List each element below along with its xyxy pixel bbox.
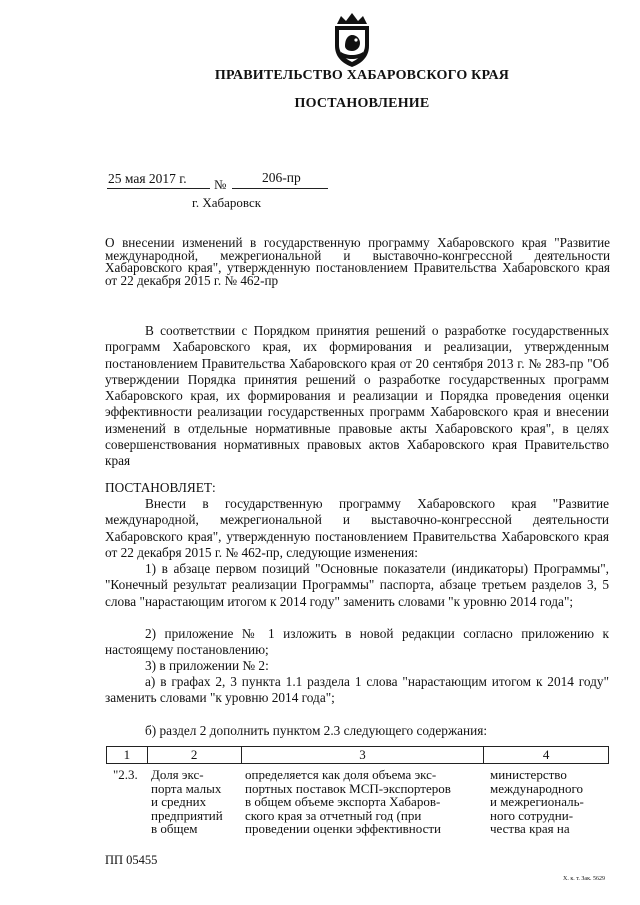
document-code: ПП 05455 <box>105 853 158 867</box>
table-header-cell: 3 <box>241 747 484 764</box>
coat-of-arms-emblem <box>329 10 375 68</box>
item-1: 1) в абзаце первом позиций "Основные показатели (индикаторы) Программы", "Конечный результат реализации Программы" паспорта, абзаце третьем разделов 3, 5 слова "нарастающим итогом к 2014 году" заменить словами "к уровню 2014 года"; <box>105 561 609 609</box>
number-underline <box>232 188 328 189</box>
table-cell-method: определяется как доля объема экс- портных поставок МСП-экспортеров в общем объеме экспорта Хабаров- ского края за отчетный год (при проведении оценки эффективности <box>245 767 451 837</box>
preamble-paragraph: В соответствии с Порядком принятия решений о разработке государственных программ Хабаровского края, их формирования и реализации, утвержденным постановлением Правительства Хабаровского края от 20 сентября 2013 г. № 283-пр "Об утверждении Порядка принятия решений о разработке государственных программ Хабаровского края, их формирования и реализации и Порядка проведения оценки эффективности реализации государственных программ Хабаровского края и внесении изменений в отдельные нормативные правовые акты Хабаровского края", в целях совершенствования нормативных правовых актов Хабаровского края Правительство края <box>105 323 609 469</box>
table-header-cell: 2 <box>147 747 241 764</box>
government-name: ПРАВИТЕЛЬСТВО ХАБАРОВСКОГО КРАЯ <box>214 68 510 83</box>
print-note: Х. к. т. Зак. 5629 <box>563 876 606 882</box>
document-date: 25 мая 2017 г. <box>108 171 187 186</box>
item-3: 3) в приложении № 2: <box>145 658 269 673</box>
amendment-intro: Внести в государственную программу Хабаровского края "Развитие международной, межрегиональной и выставочно-конгрессной деятельности Хабаровского края", утвержденную постановлением Правительства Хабаровского края от 22 декабря 2015 г. № 462-пр, следующие изменения: <box>105 496 609 560</box>
document-title: О внесении изменений в государственную программу Хабаровского края "Развитие международной, межрегиональной и выставочно-конгрессной деятельности Хабаровского края", утвержденную постановлением Правительства Хабаровского края от 22 декабря 2015 г. № 462-пр <box>105 235 610 288</box>
item-2: 2) приложение № 1 изложить в новой редакции согласно приложению к настоящему постановлению; <box>105 626 609 658</box>
resolves-label: ПОСТАНОВЛЯЕТ: <box>105 480 216 495</box>
table-cell-number: "2.3. <box>113 767 138 782</box>
table-header-cell: 4 <box>484 747 609 764</box>
table-header-cell: 1 <box>107 747 148 764</box>
document-city: г. Хабаровск <box>192 195 262 210</box>
table-header-row <box>106 746 609 764</box>
document-type: ПОСТАНОВЛЕНИЕ <box>294 96 430 111</box>
table-cell-indicator: Доля экс- порта малых и средних предприятий в общем <box>151 767 223 837</box>
table-cell-responsible: министерство международного и межрегиональ- ного сотрудни- чества края на <box>490 767 584 837</box>
date-underline <box>107 188 210 189</box>
item-3b: б) раздел 2 дополнить пунктом 2.3 следующего содержания: <box>145 723 488 738</box>
document-number: 206-пр <box>262 170 301 185</box>
item-3a: а) в графах 2, 3 пункта 1.1 раздела 1 слова "нарастающим итогом к 2014 году" заменить словами "к уровню 2014 года"; <box>105 674 609 706</box>
number-sign: № <box>214 177 227 192</box>
